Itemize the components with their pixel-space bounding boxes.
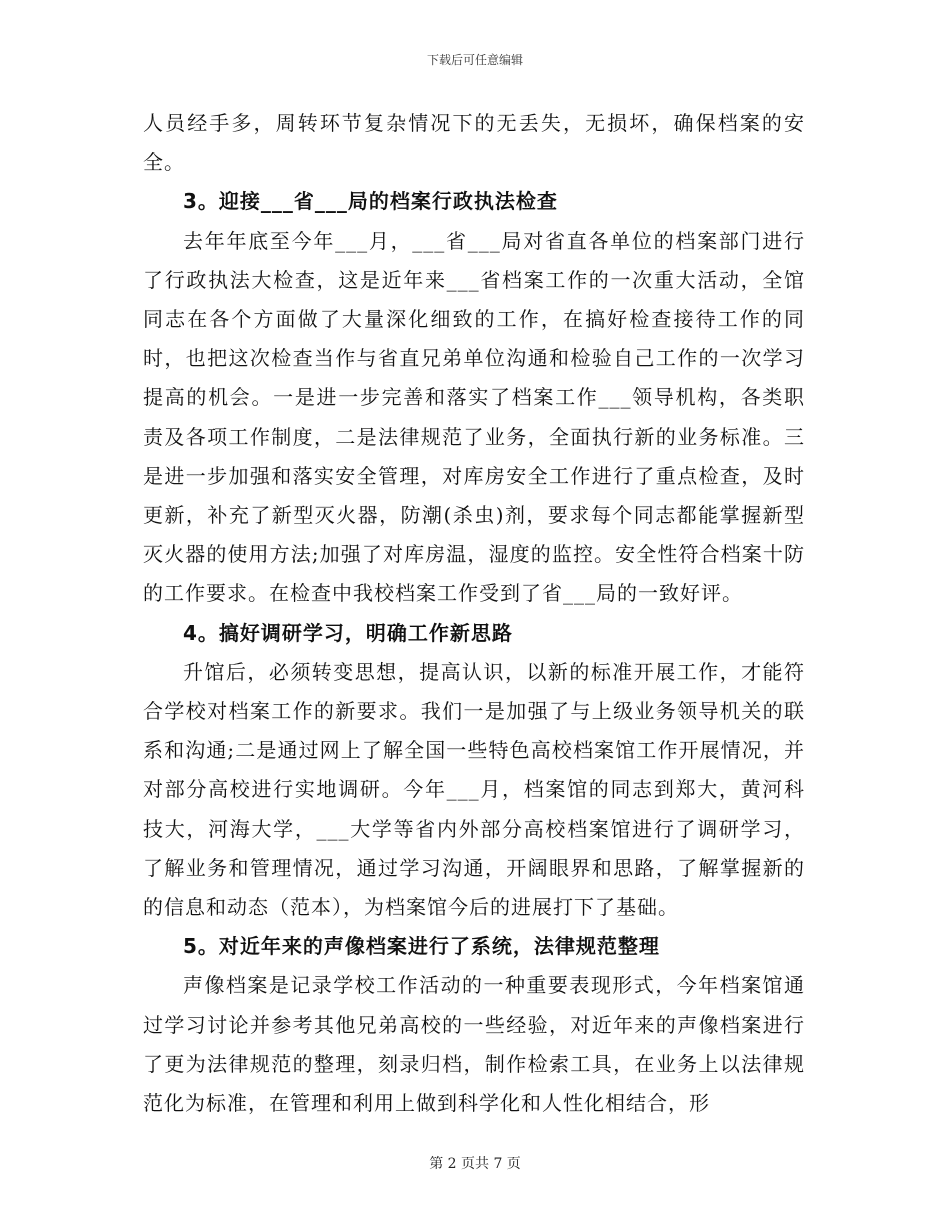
section-heading-4: 4。搞好调研学习，明确工作新思路 (183, 620, 513, 645)
paragraph-section-4: 升馆后，必须转变思想，提高认识，以新的标准开展工作，才能符合学校对档案工作的新要求。我们一是加强了与上级业务领导机关的联系和沟通;二是通过网上了解全国一些特色高校档案馆工作开展情况，并对部分高校进行实地调研。今年___月，档案馆的同志到郑大，黄河科技大，河海大学，___大学等省内外部分高校档案馆进行了调研学习，了解业务和管理情况，通过学习沟通，开阔眼界和思路，了解掌握新的的信息和动态（范本），为档案馆今后的进展打下了基础。 (143, 659, 805, 920)
paragraph-section-5: 声像档案是记录学校工作活动的一种重要表现形式，今年档案馆通过学习讨论并参考其他兄弟高校的一些经验，对近年来的声像档案进行了更为法律规范的整理，刻录归档，制作检索工具，在业务上以法律规范化为标准，在管理和利用上做到科学化和人性化相结合，形 (143, 973, 805, 1116)
paragraph-section-3: 去年年底至今年___月，___省___局对省直各单位的档案部门进行了行政执法大检查，这是近年来___省档案工作的一次重大活动，全馆同志在各个方面做了大量深化细致的工作，在搞好检查接待工作的同时，也把这次检查当作与省直兄弟单位沟通和检验自己工作的一次学习提高的机会。一是进一步完善和落实了档案工作___领导机构，各类职责及各项工作制度，二是法律规范了业务，全面执行新的业务标准。三是进一步加强和落实安全管理，对库房安全工作进行了重点检查，及时更新，补充了新型灭火器，防潮(杀虫)剂，要求每个同志都能掌握新型灭火器的使用方法;加强了对库房温，湿度的监控。安全性符合档案十防的工作要求。在检查中我校档案工作受到了省___局的一致好评。 (143, 228, 805, 606)
section-heading-5: 5。对近年来的声像档案进行了系统，法律规范整理 (183, 934, 660, 959)
paragraph-continuation: 人员经手多，周转环节复杂情况下的无丢失，无损坏，确保档案的安全。 (143, 111, 805, 175)
page-footer: 第 2 页共 7 页 (429, 1156, 521, 1172)
page-header: 下载后可任意编辑 (426, 53, 523, 67)
document-body (143, 104, 805, 1123)
section-heading-3: 3。迎接___省___局的档案行政执法检查 (183, 189, 558, 214)
